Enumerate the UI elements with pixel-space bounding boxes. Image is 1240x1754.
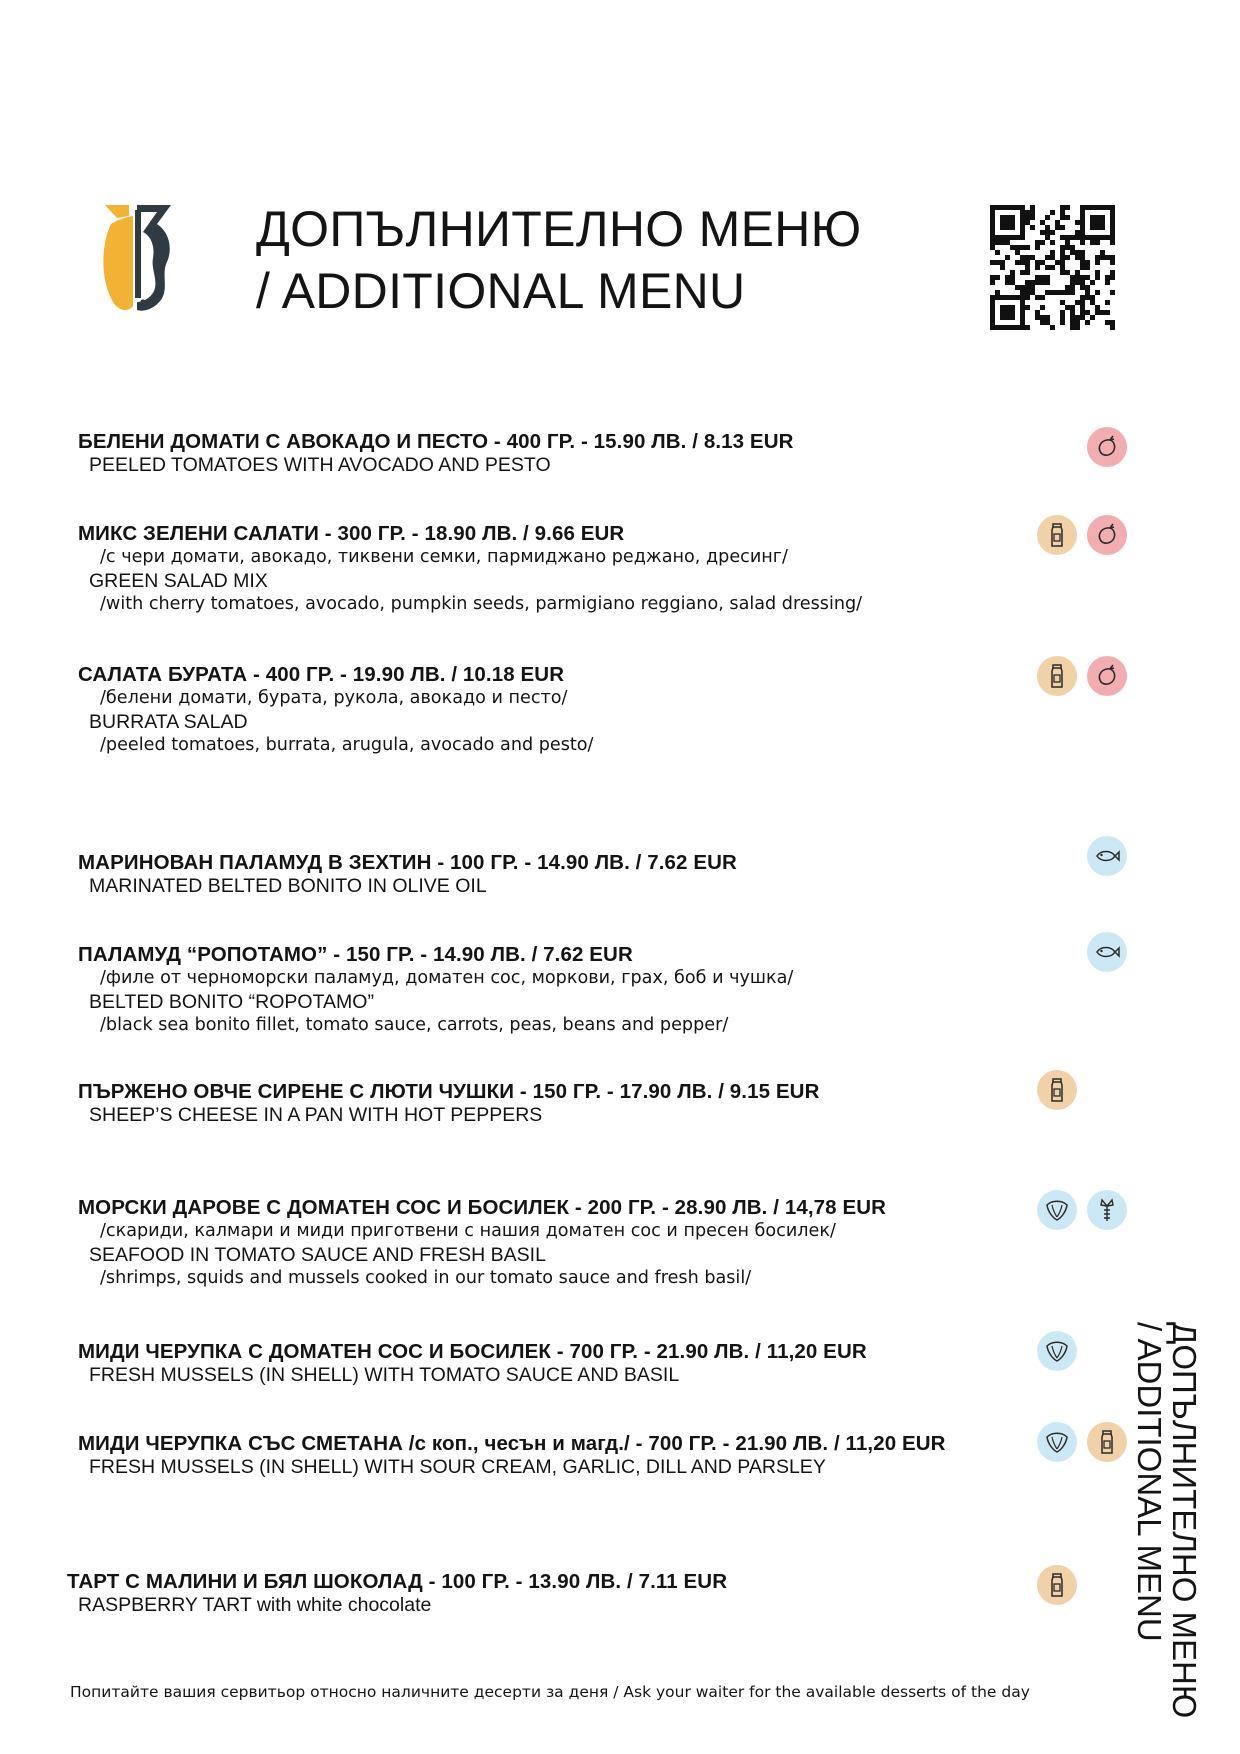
vegan-icon	[1087, 656, 1127, 696]
mussel-icon	[1037, 1331, 1077, 1371]
menu-item	[78, 851, 1038, 899]
item-description-bulgarian: /с чери домати, авокадо, тиквени семки, пармиджано реджано, дресинг/	[100, 547, 788, 567]
item-title: МОРСКИ ДАРОВЕ С ДОМАТЕН СОС И БОСИЛЕК - 200 ГР. - 28.90 ЛВ. / 14,78 EUR	[78, 1196, 887, 1219]
item-title: МАРИНОВАН ПАЛАМУД В ЗЕХТИН - 100 ГР. - 14.90 ЛВ. / 7.62 EUR	[78, 851, 737, 874]
fish-icon	[1087, 836, 1127, 876]
item-name-english: FRESH MUSSELS (IN SHELL) WITH TOMATO SAUCE AND BASIL	[89, 1364, 680, 1386]
menu-item	[78, 1432, 1038, 1480]
dairy-icon	[1037, 1070, 1077, 1110]
menu-item	[78, 943, 1038, 1038]
side-title	[1131, 1322, 1203, 1719]
item-title: МИКС ЗЕЛЕНИ САЛАТИ - 300 ГР. - 18.90 ЛВ. / 9.66 EUR	[78, 522, 625, 545]
mussel-icon	[1037, 1190, 1077, 1230]
item-name-english: PEELED TOMATOES WITH AVOCADO AND PESTO	[89, 454, 551, 476]
menu-item	[78, 1080, 1038, 1128]
page-title	[256, 198, 861, 322]
item-name-english: SHEEP’S CHEESE IN A PAN WITH HOT PEPPERS	[89, 1104, 543, 1126]
restaurant-logo	[103, 202, 173, 314]
side-title-english: / ADDITIONAL MENU	[1131, 1322, 1168, 1642]
item-title: ТАРТ С МАЛИНИ И БЯЛ ШОКОЛАД - 100 ГР. - 13.90 ЛВ. / 7.11 EUR	[67, 1570, 728, 1593]
item-name-english: GREEN SALAD MIX	[89, 569, 268, 592]
footer-note: Попитайте вашия сервитьор относно наличните десерти за деня / Ask your waiter for the available desserts of the day	[70, 1683, 1030, 1701]
qr-code[interactable]	[990, 205, 1115, 330]
menu-item	[78, 1196, 1038, 1291]
item-description-bulgarian: /филе от черноморски паламуд, доматен сос, моркови, грах, боб и чушка/	[100, 968, 794, 988]
dairy-icon	[1037, 656, 1077, 696]
menu-item	[78, 430, 1038, 478]
item-name-english: FRESH MUSSELS (IN SHELL) WITH SOUR CREAM, GARLIC, DILL AND PARSLEY	[89, 1456, 826, 1478]
item-title: МИДИ ЧЕРУПКА С ДОМАТЕН СОС И БОСИЛЕК - 700 ГР. - 21.90 ЛВ. / 11,20 EUR	[78, 1340, 867, 1363]
item-name-english: BURRATA SALAD	[89, 710, 248, 733]
item-description-english: /peeled tomatoes, burrata, arugula, avocado and pesto/	[100, 735, 594, 755]
item-description-bulgarian: /белени домати, бурата, рукола, авокадо и песто/	[100, 688, 568, 708]
menu-item	[78, 1340, 1038, 1388]
menu-item	[78, 663, 1038, 758]
item-description-english: /shrimps, squids and mussels cooked in our tomato sauce and fresh basil/	[100, 1268, 752, 1288]
title-bulgarian: ДОПЪЛНИТЕЛНО МЕНЮ	[256, 201, 862, 257]
crustacean-icon	[1087, 1190, 1127, 1230]
menu-item	[67, 1570, 1027, 1618]
item-name-english: MARINATED BELTED BONITO IN OLIVE OIL	[89, 875, 487, 897]
fish-icon	[1087, 932, 1127, 972]
item-description-bulgarian: /скариди, калмари и миди приготвени с нашия доматен сос и пресен босилек/	[100, 1221, 836, 1241]
side-title-bulgarian: ДОПЪЛНИТЕЛНО МЕНЮ	[1166, 1322, 1203, 1719]
vegan-icon	[1087, 515, 1127, 555]
item-name-english: RASPBERRY TART with white chocolate	[78, 1594, 432, 1616]
vegan-icon	[1087, 427, 1127, 467]
item-title: МИДИ ЧЕРУПКА СЪС СМЕТАНА /с коп., чесън и магд./ - 700 ГР. - 21.90 ЛВ. / 11,20 EUR	[78, 1432, 946, 1455]
item-title: ПАЛАМУД “РОПОТАМО” - 150 ГР. - 14.90 ЛВ. / 7.62 EUR	[78, 943, 633, 966]
item-description-english: /black sea bonito fillet, tomato sauce, carrots, peas, beans and pepper/	[100, 1015, 729, 1035]
dairy-icon	[1037, 515, 1077, 555]
item-name-english: BELTED BONITO “ROPOTAMO”	[89, 990, 374, 1013]
dairy-icon	[1037, 1565, 1077, 1605]
item-title: ПЪРЖЕНО ОВЧЕ СИРЕНЕ С ЛЮТИ ЧУШКИ - 150 ГР. - 17.90 ЛВ. / 9.15 EUR	[78, 1080, 820, 1103]
menu-item	[78, 522, 1038, 617]
item-title: САЛАТА БУРАТА - 400 ГР. - 19.90 ЛВ. / 10.18 EUR	[78, 663, 565, 686]
item-name-english: SEAFOOD IN TOMATO SAUCE AND FRESH BASIL	[89, 1243, 546, 1266]
item-title: БЕЛЕНИ ДОМАТИ С АВОКАДО И ПЕСТО - 400 ГР. - 15.90 ЛВ. / 8.13 EUR	[78, 430, 794, 453]
mussel-icon	[1037, 1422, 1077, 1462]
dairy-icon	[1087, 1422, 1127, 1462]
title-english: / ADDITIONAL MENU	[256, 263, 746, 319]
item-description-english: /with cherry tomatoes, avocado, pumpkin seeds, parmigiano reggiano, salad dressing/	[100, 594, 863, 614]
